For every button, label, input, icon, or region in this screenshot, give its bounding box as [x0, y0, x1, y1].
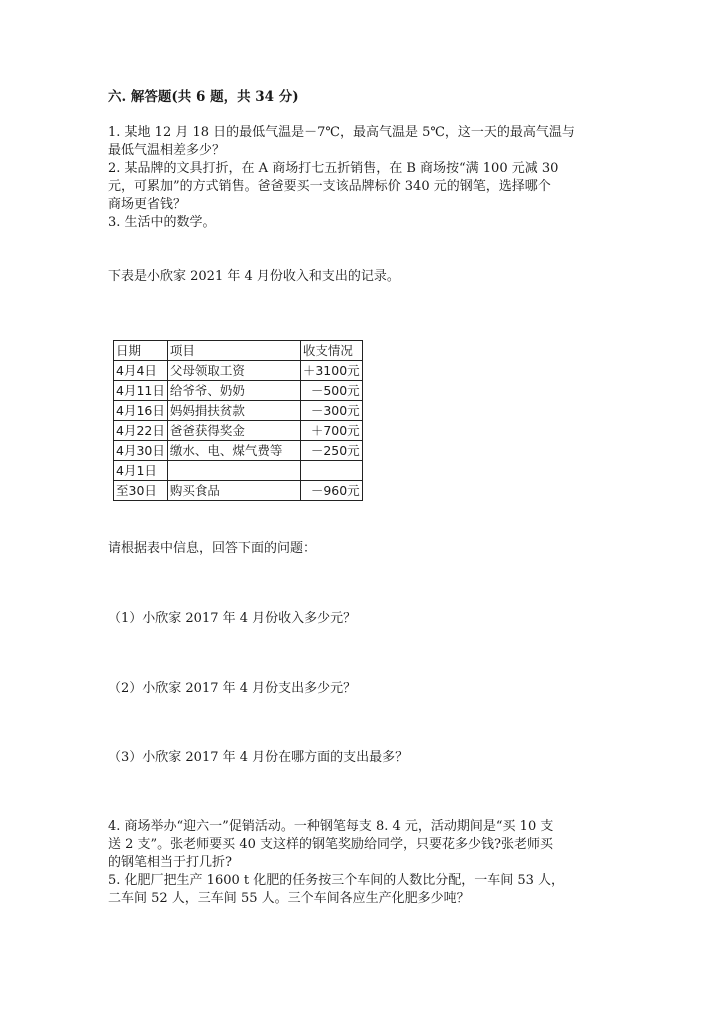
cell-amount: ＋700元 [300, 421, 362, 441]
question-2-line-1: 2. 某品牌的文具打折，在 A 商场打七五折销售，在 B 商场按“满 100 元减 30 [108, 161, 559, 176]
cell-date: 至30日 [114, 481, 168, 501]
header-date: 日期 [114, 341, 168, 361]
cell-item: 妈妈捐扶贫款 [167, 401, 300, 421]
question-3-line: 3. 生活中的数学。 [108, 215, 216, 230]
table-row [114, 461, 363, 481]
table-row [114, 421, 363, 441]
cell-item: 给爷爷、奶奶 [167, 381, 300, 401]
sub-question-2: （2）小欣家 2017 年 4 月份支出多少元？ [108, 681, 357, 696]
question-2-line-3: 商场更省钱？ [108, 197, 187, 212]
income-expense-table [113, 340, 363, 501]
question-2-line-2: 元，可累加”的方式销售。爸爸要买一支该品牌标价 340 元的钢笔，选择哪个 [108, 179, 551, 194]
cell-amount: －300元 [300, 401, 362, 421]
header-item: 项目 [167, 341, 300, 361]
table-intro: 下表是小欣家 2021 年 4 月份收入和支出的记录。 [108, 269, 400, 284]
section-title: 六. 解答题(共 6 题，共 34 分) [108, 89, 299, 105]
cell-item: 缴水、电、煤气费等 [167, 441, 300, 461]
question-4-line-3: 的钢笔相当于打几折? [108, 855, 232, 870]
question-3 [108, 214, 608, 232]
question-2 [108, 160, 608, 214]
table-row [114, 401, 363, 421]
answer-prompt: 请根据表中信息，回答下面的问题： [108, 541, 317, 556]
cell-item: 爸爸获得奖金 [167, 421, 300, 441]
table-header-row [114, 341, 363, 361]
question-5-line-2: 二车间 52 人，三车间 55 人。三个车间各应生产化肥多少吨？ [108, 891, 470, 906]
cell-date: 4月1日 [114, 461, 168, 481]
cell-amount: －500元 [300, 381, 362, 401]
question-4-line-2: 送 2 支”。张老师要买 40 支这样的钢笔奖励给同学，只要花多少钱?张老师买 [108, 837, 553, 852]
cell-amount: ＋3100元 [300, 361, 362, 381]
table-row [114, 441, 363, 461]
question-1-line-1: 1. 某地 12 月 18 日的最低气温是－7℃，最高气温是 5℃，这一天的最高气温与 [108, 125, 575, 140]
question-5-line-1: 5. 化肥厂把生产 1600 t 化肥的任务按三个车间的人数比分配，一车间 53 人， [108, 873, 565, 888]
question-5 [108, 872, 608, 908]
table-row [114, 481, 363, 501]
question-4 [108, 818, 608, 872]
cell-amount [300, 461, 362, 481]
table-row [114, 381, 363, 401]
sub-question-1: （1）小欣家 2017 年 4 月份收入多少元？ [108, 611, 357, 626]
cell-date: 4月11日 [114, 381, 168, 401]
cell-date: 4月4日 [114, 361, 168, 381]
question-1 [108, 124, 608, 160]
cell-amount: －250元 [300, 441, 362, 461]
table-row [114, 361, 363, 381]
cell-item [167, 461, 300, 481]
cell-amount: －960元 [300, 481, 362, 501]
cell-item: 父母领取工资 [167, 361, 300, 381]
cell-date: 4月22日 [114, 421, 168, 441]
header-amount: 收支情况 [300, 341, 362, 361]
cell-date: 4月30日 [114, 441, 168, 461]
question-4-line-1: 4. 商场举办“迎六一”促销活动。一种钢笔每支 8. 4 元，活动期间是“买 10 支 [108, 819, 554, 834]
cell-date: 4月16日 [114, 401, 168, 421]
cell-item: 购买食品 [167, 481, 300, 501]
sub-question-3: （3）小欣家 2017 年 4 月份在哪方面的支出最多？ [108, 750, 409, 765]
question-1-line-2: 最低气温相差多少？ [108, 143, 226, 158]
